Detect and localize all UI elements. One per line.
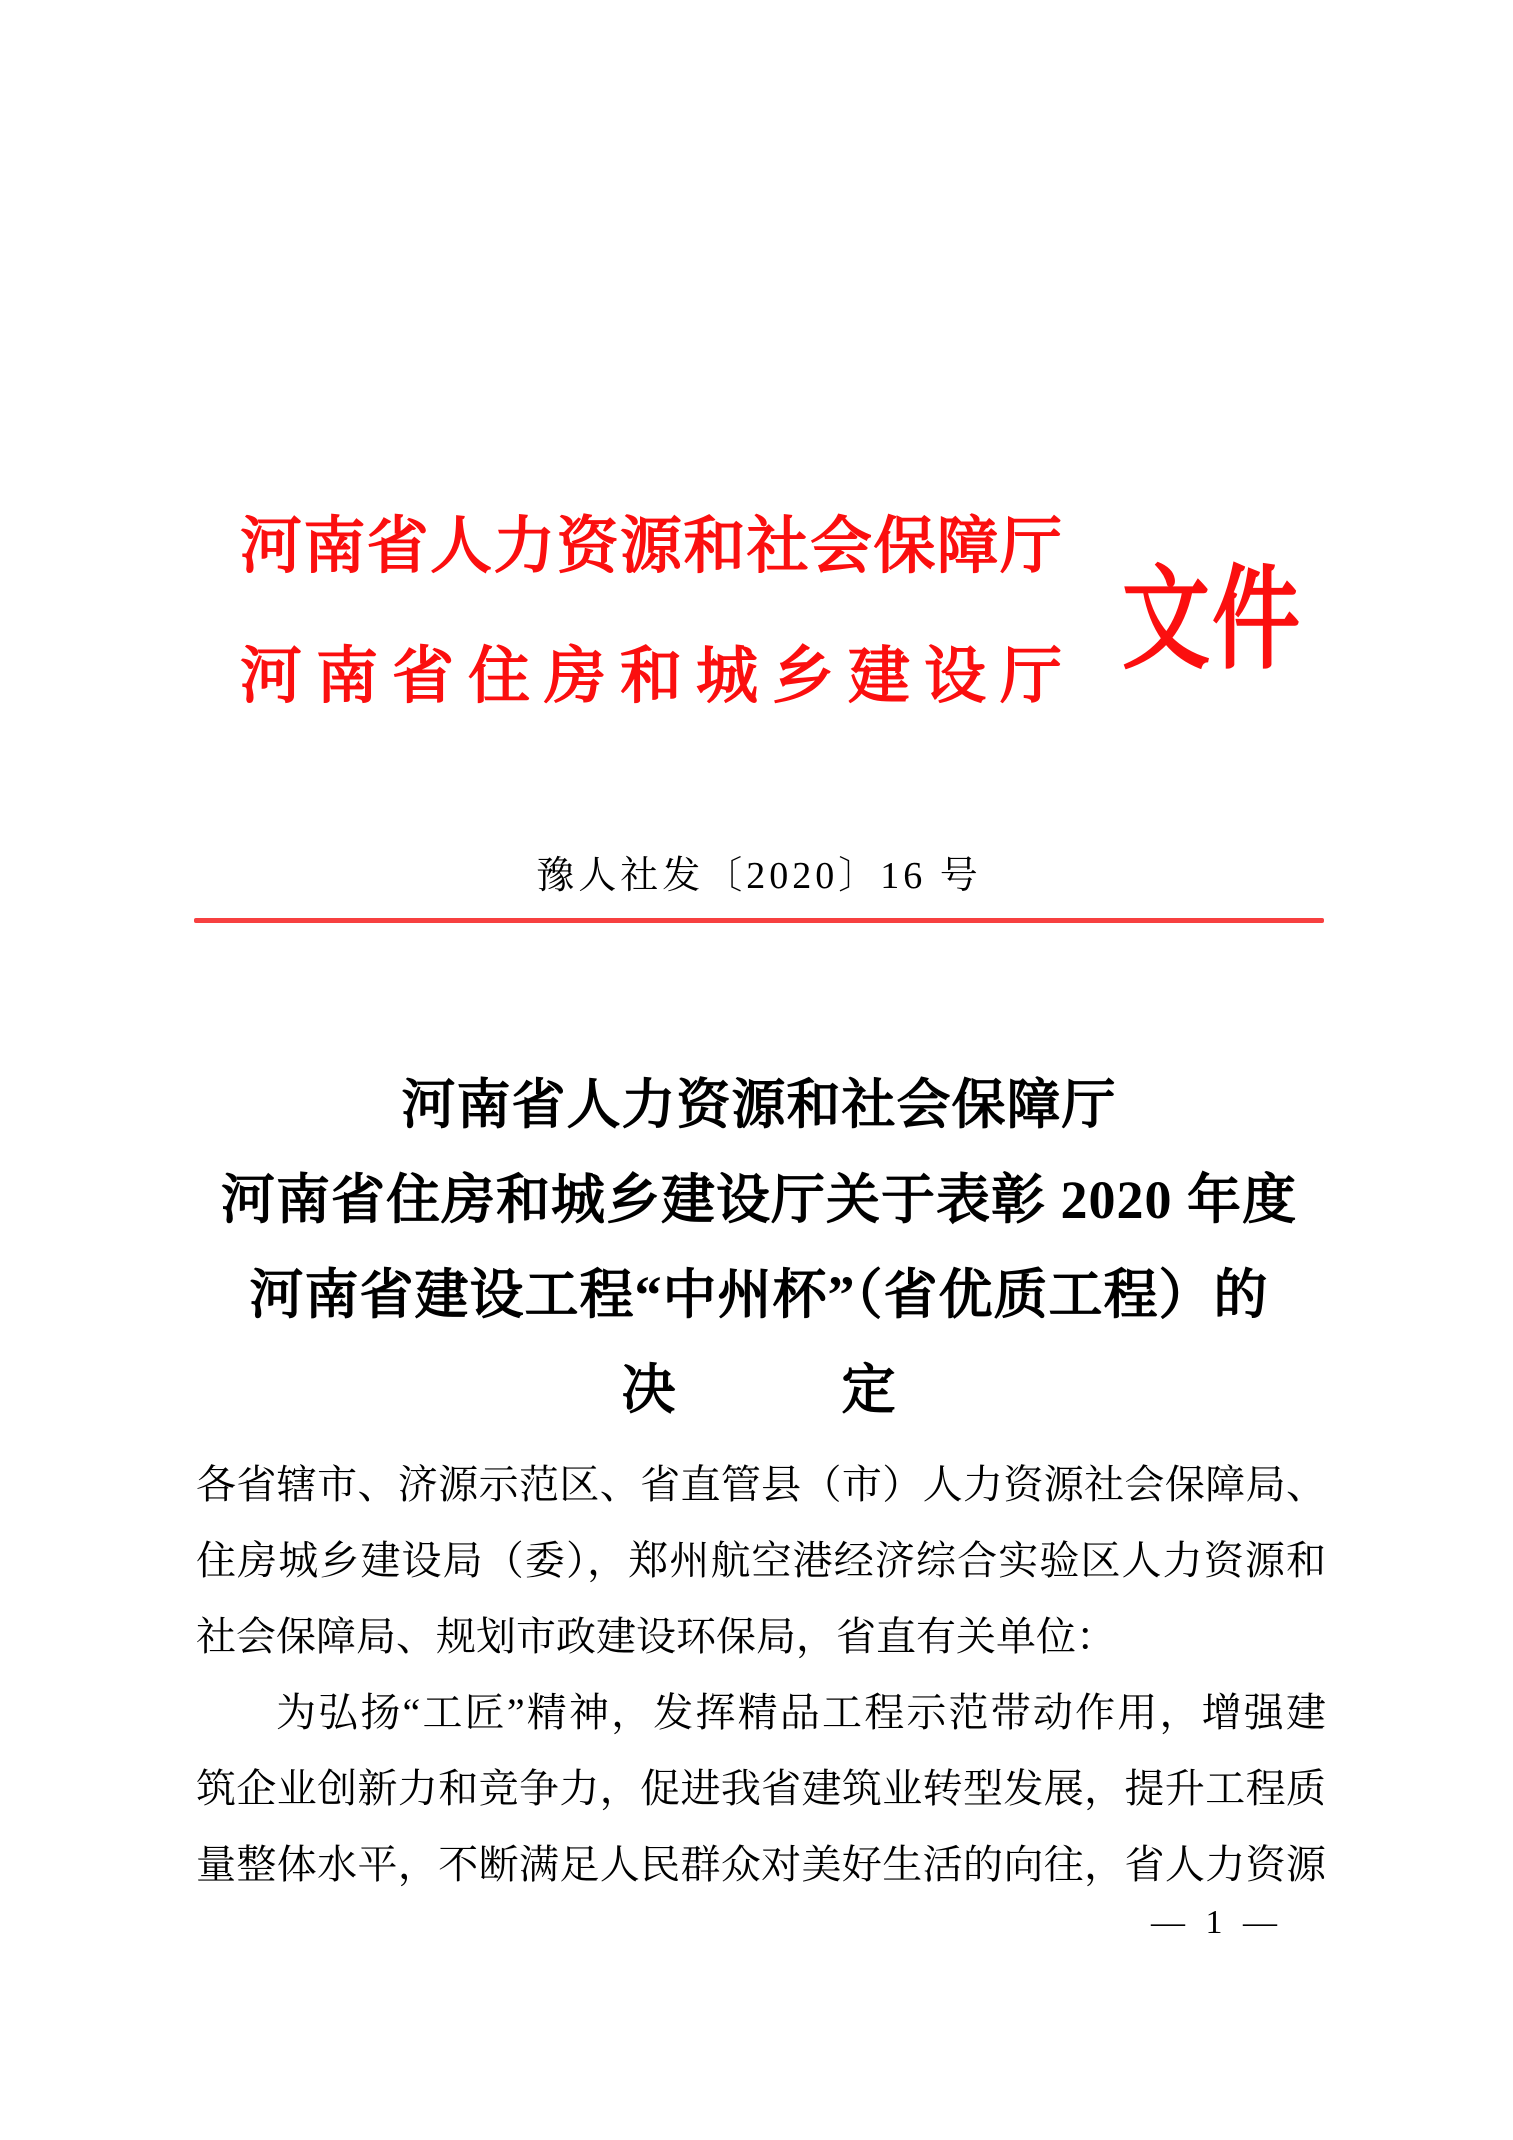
title-line-4: 决 定 bbox=[621, 1360, 897, 1420]
page-number: — 1 — bbox=[1151, 1904, 1283, 1941]
red-separator-line bbox=[194, 918, 1324, 923]
body-paragraph-line-1: 为弘扬“工匠”精神，发挥精品工程示范带动作用，增强建 bbox=[276, 1690, 1326, 1735]
org-name-line-2: 河南省住房和城乡建设厅 bbox=[240, 643, 1062, 711]
doc-type-label: 文件 bbox=[1122, 559, 1303, 684]
org-name-line-1: 河南省人力资源和社会保障厅 bbox=[240, 513, 1062, 581]
document-body bbox=[196, 1447, 1326, 1903]
document-title bbox=[194, 1058, 1324, 1438]
issuing-org-names bbox=[240, 482, 1062, 742]
title-line-2: 河南省住房和城乡建设厅关于表彰 2020 年度 bbox=[221, 1170, 1297, 1230]
addressee-line-3: 社会保障局、规划市政建设环保局，省直有关单位： bbox=[196, 1614, 1116, 1659]
title-line-1: 河南省人力资源和社会保障厅 bbox=[401, 1075, 1117, 1135]
addressee-line-2: 住房城乡建设局（委），郑州航空港经济综合实验区人力资源和 bbox=[196, 1538, 1326, 1583]
body-paragraph-line-2: 筑企业创新力和竞争力，促进我省建筑业转型发展，提升工程质 bbox=[196, 1766, 1326, 1811]
doc-number: 豫人社发〔2020〕16 号 bbox=[536, 855, 982, 897]
addressee-line-1: 各省辖市、济源示范区、省直管县（市）人力资源社会保障局、 bbox=[196, 1462, 1326, 1507]
title-line-3: 河南省建设工程“中州杯”（省优质工程）的 bbox=[249, 1265, 1269, 1325]
body-paragraph-line-3: 量整体水平，不断满足人民群众对美好生活的向往，省人力资源 bbox=[196, 1842, 1326, 1887]
